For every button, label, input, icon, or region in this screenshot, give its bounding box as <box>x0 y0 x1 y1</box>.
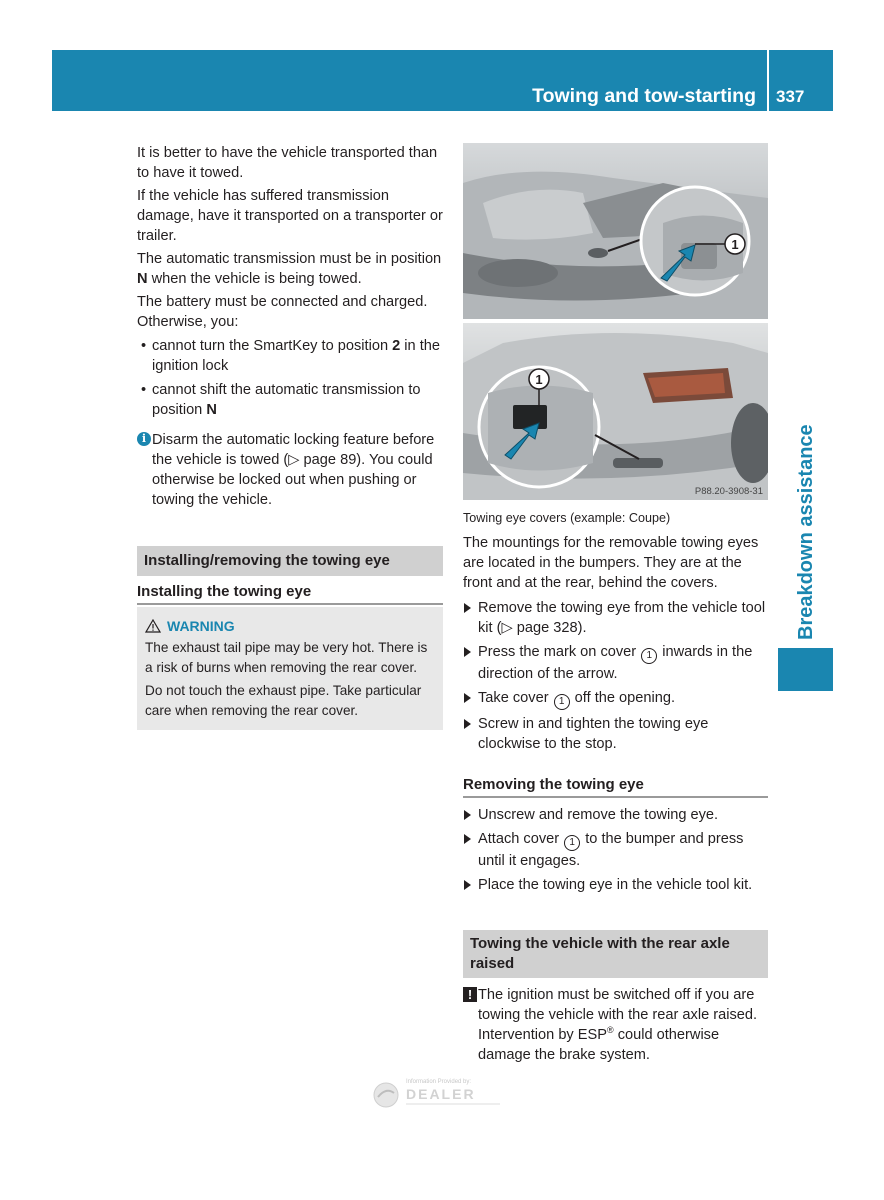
page-number: 337 <box>776 87 805 106</box>
paragraph-transmission-damage: If the vehicle has suffered transmission damage, have it transported on a transporter or trailer. <box>137 188 443 244</box>
rear-bumper-image <box>463 323 768 500</box>
warning-heading: WARNING <box>145 616 435 636</box>
paragraph-mountings: The mountings for the removable towing eyes are located in the bumpers. They are at the front and at the rear, behind the covers. <box>463 535 759 591</box>
step-arrow-icon <box>464 719 471 729</box>
bullet-shift: • cannot shift the automatic transmission to position N <box>137 380 443 420</box>
callout-1-icon: 1 <box>641 648 657 664</box>
info-text: Disarm the automatic locking feature before the vehicle is towed (▷ page 89). You could otherwise be locked out when pushing or towing the vehicle. <box>152 432 435 508</box>
left-column <box>137 143 443 510</box>
step-arrow-icon <box>464 880 471 890</box>
image-code: P88.20-3908-31 <box>694 486 763 497</box>
warning-triangle-icon <box>145 619 161 633</box>
step-arrow-icon <box>464 603 471 613</box>
front-bumper-image <box>463 143 768 319</box>
image-caption: Towing eye covers (example: Coupe) <box>463 511 671 525</box>
remove-step-2: Attach cover 1 to the bumper and press until it engages. <box>463 829 768 871</box>
header-separator <box>767 50 769 111</box>
side-tab-label: Breakdown assistance <box>795 424 817 640</box>
remove-step-1: Unscrew and remove the towing eye. <box>463 805 768 825</box>
section-rear-axle <box>463 930 768 978</box>
exclamation-icon: ! <box>463 987 477 1002</box>
install-step-1: Remove the towing eye from the vehicle tool kit (▷ page 328). <box>463 598 768 638</box>
warning-text-2: Do not touch the exhaust pipe. Take particular care when removing the rear cover. <box>145 683 422 718</box>
section-title-rear-axle: Towing the vehicle with the rear axle raised <box>463 930 768 978</box>
callout-number-rear: 1 <box>535 372 543 387</box>
bullet-smartkey: • cannot turn the SmartKey to position 2 in the ignition lock <box>137 336 443 376</box>
remove-step-3: Place the towing eye in the vehicle tool kit. <box>463 875 768 895</box>
install-step-2: Press the mark on cover 1 inwards in the direction of the arrow. <box>463 642 768 684</box>
warning-box <box>137 607 443 730</box>
svg-text:DEALER: DEALER <box>406 1086 476 1102</box>
install-step-3: Take cover 1 off the opening. <box>463 688 768 710</box>
dealer-logo-icon <box>372 1075 512 1111</box>
install-step-4: Screw in and tighten the towing eye clockwise to the stop. <box>463 714 768 754</box>
front-bumper-illustration <box>463 143 768 319</box>
info-icon: i <box>137 432 151 446</box>
warning-text-1: The exhaust tail pipe may be very hot. There is a risk of burns when removing the rear cover. <box>145 640 428 675</box>
paragraph-battery: The battery must be connected and charged. Otherwise, you: <box>137 294 428 330</box>
notice-ignition: ! The ignition must be switched off if you are towing the vehicle with the rear axle raised. Intervention by ESP® could otherwise damage the brake system. <box>463 985 768 1065</box>
callout-number: 1 <box>731 237 739 252</box>
side-tab <box>778 415 833 640</box>
step-arrow-icon <box>464 693 471 703</box>
section-installing-removing <box>137 546 443 576</box>
side-tab-block <box>778 648 833 691</box>
rear-bumper-illustration <box>463 323 768 500</box>
paragraph-transport: It is better to have the vehicle transported than to have it towed. <box>137 145 438 181</box>
remove-steps <box>463 805 768 899</box>
subhead-removing: Removing the towing eye <box>463 775 768 798</box>
section-title-towing-eye: Installing/removing the towing eye <box>137 546 443 576</box>
info-note <box>137 430 443 510</box>
step-arrow-icon <box>464 834 471 844</box>
callout-1-icon: 1 <box>564 835 580 851</box>
callout-1-icon: 1 <box>554 694 570 710</box>
step-arrow-icon <box>464 810 471 820</box>
page-title: Towing and tow-starting <box>532 85 756 107</box>
step-arrow-icon <box>464 647 471 657</box>
dealer-watermark <box>372 1075 512 1111</box>
subhead-installing: Installing the towing eye <box>137 582 443 605</box>
paragraph-auto-transmission: The automatic transmission must be in position N when the vehicle is being towed. <box>137 251 442 287</box>
svg-text:Information Provided by:: Information Provided by: <box>406 1079 472 1085</box>
right-column <box>463 510 768 758</box>
